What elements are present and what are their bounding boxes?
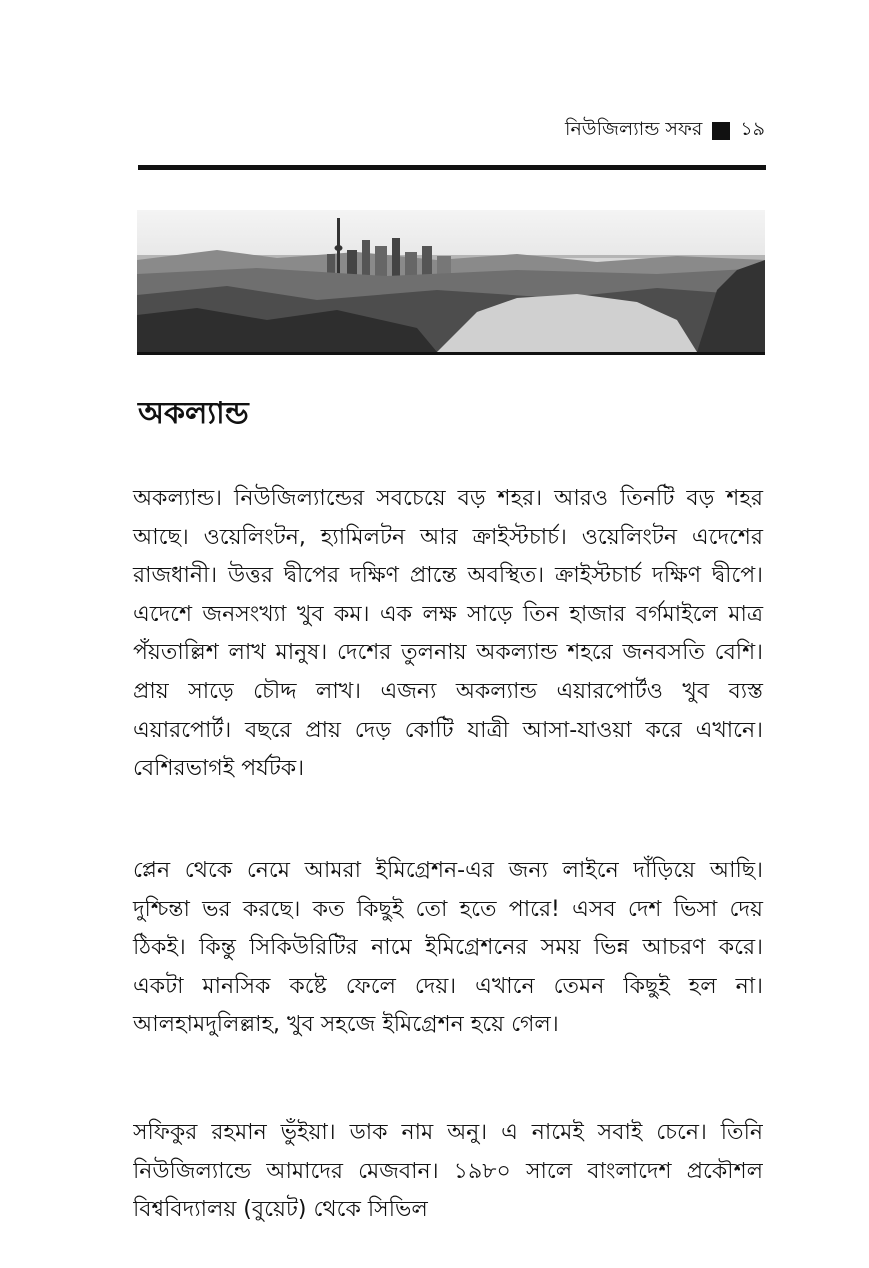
running-title: নিউজিল্যান্ড সফর — [565, 118, 703, 140]
black-square-icon — [712, 122, 730, 140]
header-rule — [138, 165, 766, 170]
skyline-illustration — [137, 210, 765, 352]
auckland-skyline-photo — [137, 210, 765, 355]
paragraph-1: অকল্যান্ড। নিউজিল্যান্ডের সবচেয়ে বড় শহর। আরও তিনটি বড় শহর আছে। ওয়েলিংটন, হ্যামিলটন আর ক্রাইস্টচার্চ। ওয়েলিংটন এদেশের রাজধানী। উত্তর দ্বীপের দক্ষিণ প্রান্তে অবস্থিত। ক্রাইস্টচার্চ দক্ষিণ দ্বীপে। এদেশে জনসংখ্যা খুব কম। এক লক্ষ সাড়ে তিন হাজার বর্গমাইলে মাত্র পঁয়তাল্লিশ লাখ মানুষ। দেশের তুলনায় অকল্যান্ড শহরে জনবসতি বেশি। প্রায় সাড়ে চৌদ্দ লাখ। এজন্য অকল্যান্ড এয়ারপোর্টও খুব ব্যস্ত এয়ারপোর্ট। বছরে প্রায় দেড় কোটি যাত্রী আসা-যাওয়া করে এখানে। বেশিরভাগই পর্যটক। — [133, 486, 763, 782]
running-header — [138, 116, 765, 146]
paragraph-2: প্লেন থেকে নেমে আমরা ইমিগ্রেশন-এর জন্য লাইনে দাঁড়িয়ে আছি। দুশ্চিন্তা ভর করছে। কত কিছুই তো হতে পারে! এসব দেশ ভিসা দেয় ঠিকই। কিন্তু সিকিউরিটির নামে ইমিগ্রেশনের সময় ভিন্ন আচরণ করে। একটা মানসিক কষ্টে ফেলে দেয়। এখানে তেমন কিছুই হল না। আলহামদুলিল্লাহ, খুব সহজে ইমিগ্রেশন হয়ে গেল। — [133, 858, 763, 1038]
section-title: অকল্যান্ড — [138, 396, 249, 431]
paragraph-3: সফিকুর রহমান ভুঁইয়া। ডাক নাম অনু। এ নামেই সবাই চেনে। তিনি নিউজিল্যান্ডে আমাদের মেজবান। ১৯৮০ সালে বাংলাদেশ প্রকৌশল বিশ্ববিদ্যালয় (বুয়েট) থেকে সিভিল — [133, 1120, 763, 1223]
page-number: ১৯ — [740, 118, 765, 140]
